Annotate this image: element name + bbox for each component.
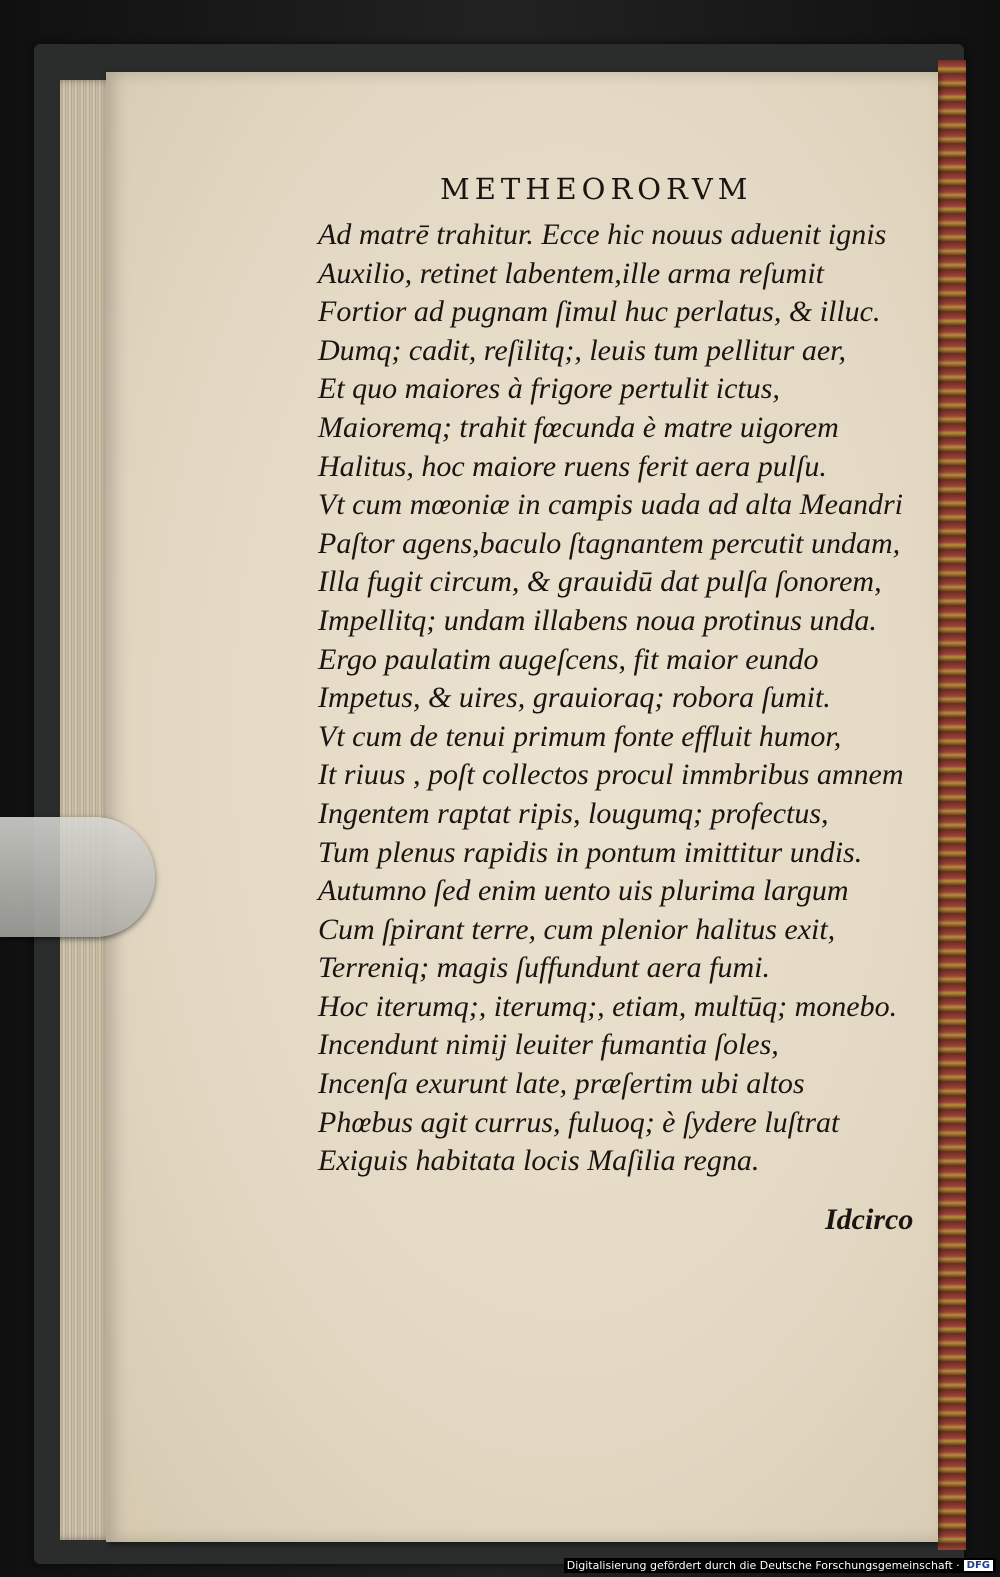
credit-text: Digitalisierung gefördert durch die Deutsche Forschungsgemeinschaft · [566,1559,960,1572]
ribbon-edge [938,60,966,1550]
verse-line: It riuus , poſt collectos procul immbribus amnem [318,758,904,792]
verse-line: Cum ſpirant terre, cum plenior halitus exit, [318,912,836,946]
verse-line: Ad matrē trahitur. Ecce hic nouus aduenit ignis [318,218,887,251]
verse-line: Paſtor agens,baculo ſtagnantem percutit undam, [318,526,901,560]
verse-line: Hoc iterumq;, iterumq;, etiam, multūq; monebo. [318,989,898,1023]
verse-line: Tum plenus rapidis in pontum imittitur undis. [318,835,863,869]
digitization-credit [564,1558,996,1573]
verse-line: Vt cum de tenui primum fonte effluit humor, [318,719,842,753]
running-head: METHEORORVM [440,172,753,206]
verse-line: Et quo maiores à frigore pertulit ictus, [318,372,780,406]
bookmark-clip [0,817,155,937]
verse-line: Illa fugit circum, & grauidū dat pulſa ſonorem, [318,565,882,599]
verse-line: Auxilio, retinet labentem,ille arma reſumit [318,256,825,290]
verse-line: Terreniq; magis ſuffundunt aera fumi. [318,951,770,985]
dfg-logo: DFG [964,1560,993,1571]
verse-line: Incendunt nimij leuiter fumantia ſoles, [318,1028,779,1062]
verse-line: Dumq; cadit, reſilitq;, leuis tum pellitur aer, [318,333,847,367]
verse-line: Autumno ſed enim uento uis plurima largum [318,874,849,908]
verse-line: Impetus, & uires, grauioraq; robora ſumit. [318,681,831,715]
verse-line: Incenſa exurunt late, præſertim ubi altos [318,1067,805,1101]
verse-line: Exiguis habitata locis Maſilia regna. [318,1144,760,1178]
verse-line: Vt cum mœoniæ in campis uada ad alta Meandri [318,488,903,522]
catchword: Idcirco [825,1203,914,1236]
verse-line: Ingentem raptat ripis, lougumq; profectus, [318,796,829,830]
verse-line: Ergo paulatim augeſcens, fit maior eundo [318,642,819,676]
verse-line: Maioremq; trahit fœcunda è matre uigorem [318,410,839,444]
verse-line: Halitus, hoc maiore ruens ferit aera pulſu. [318,449,827,483]
verse-line: Impellitq; undam illabens noua protinus unda. [318,603,877,637]
verse-line: Phœbus agit currus, fuluoq; è ſydere luſtrat [318,1105,840,1139]
verse-text [318,216,904,1181]
verse-line: Fortior ad pugnam ſimul huc perlatus, & illuc. [318,295,881,329]
